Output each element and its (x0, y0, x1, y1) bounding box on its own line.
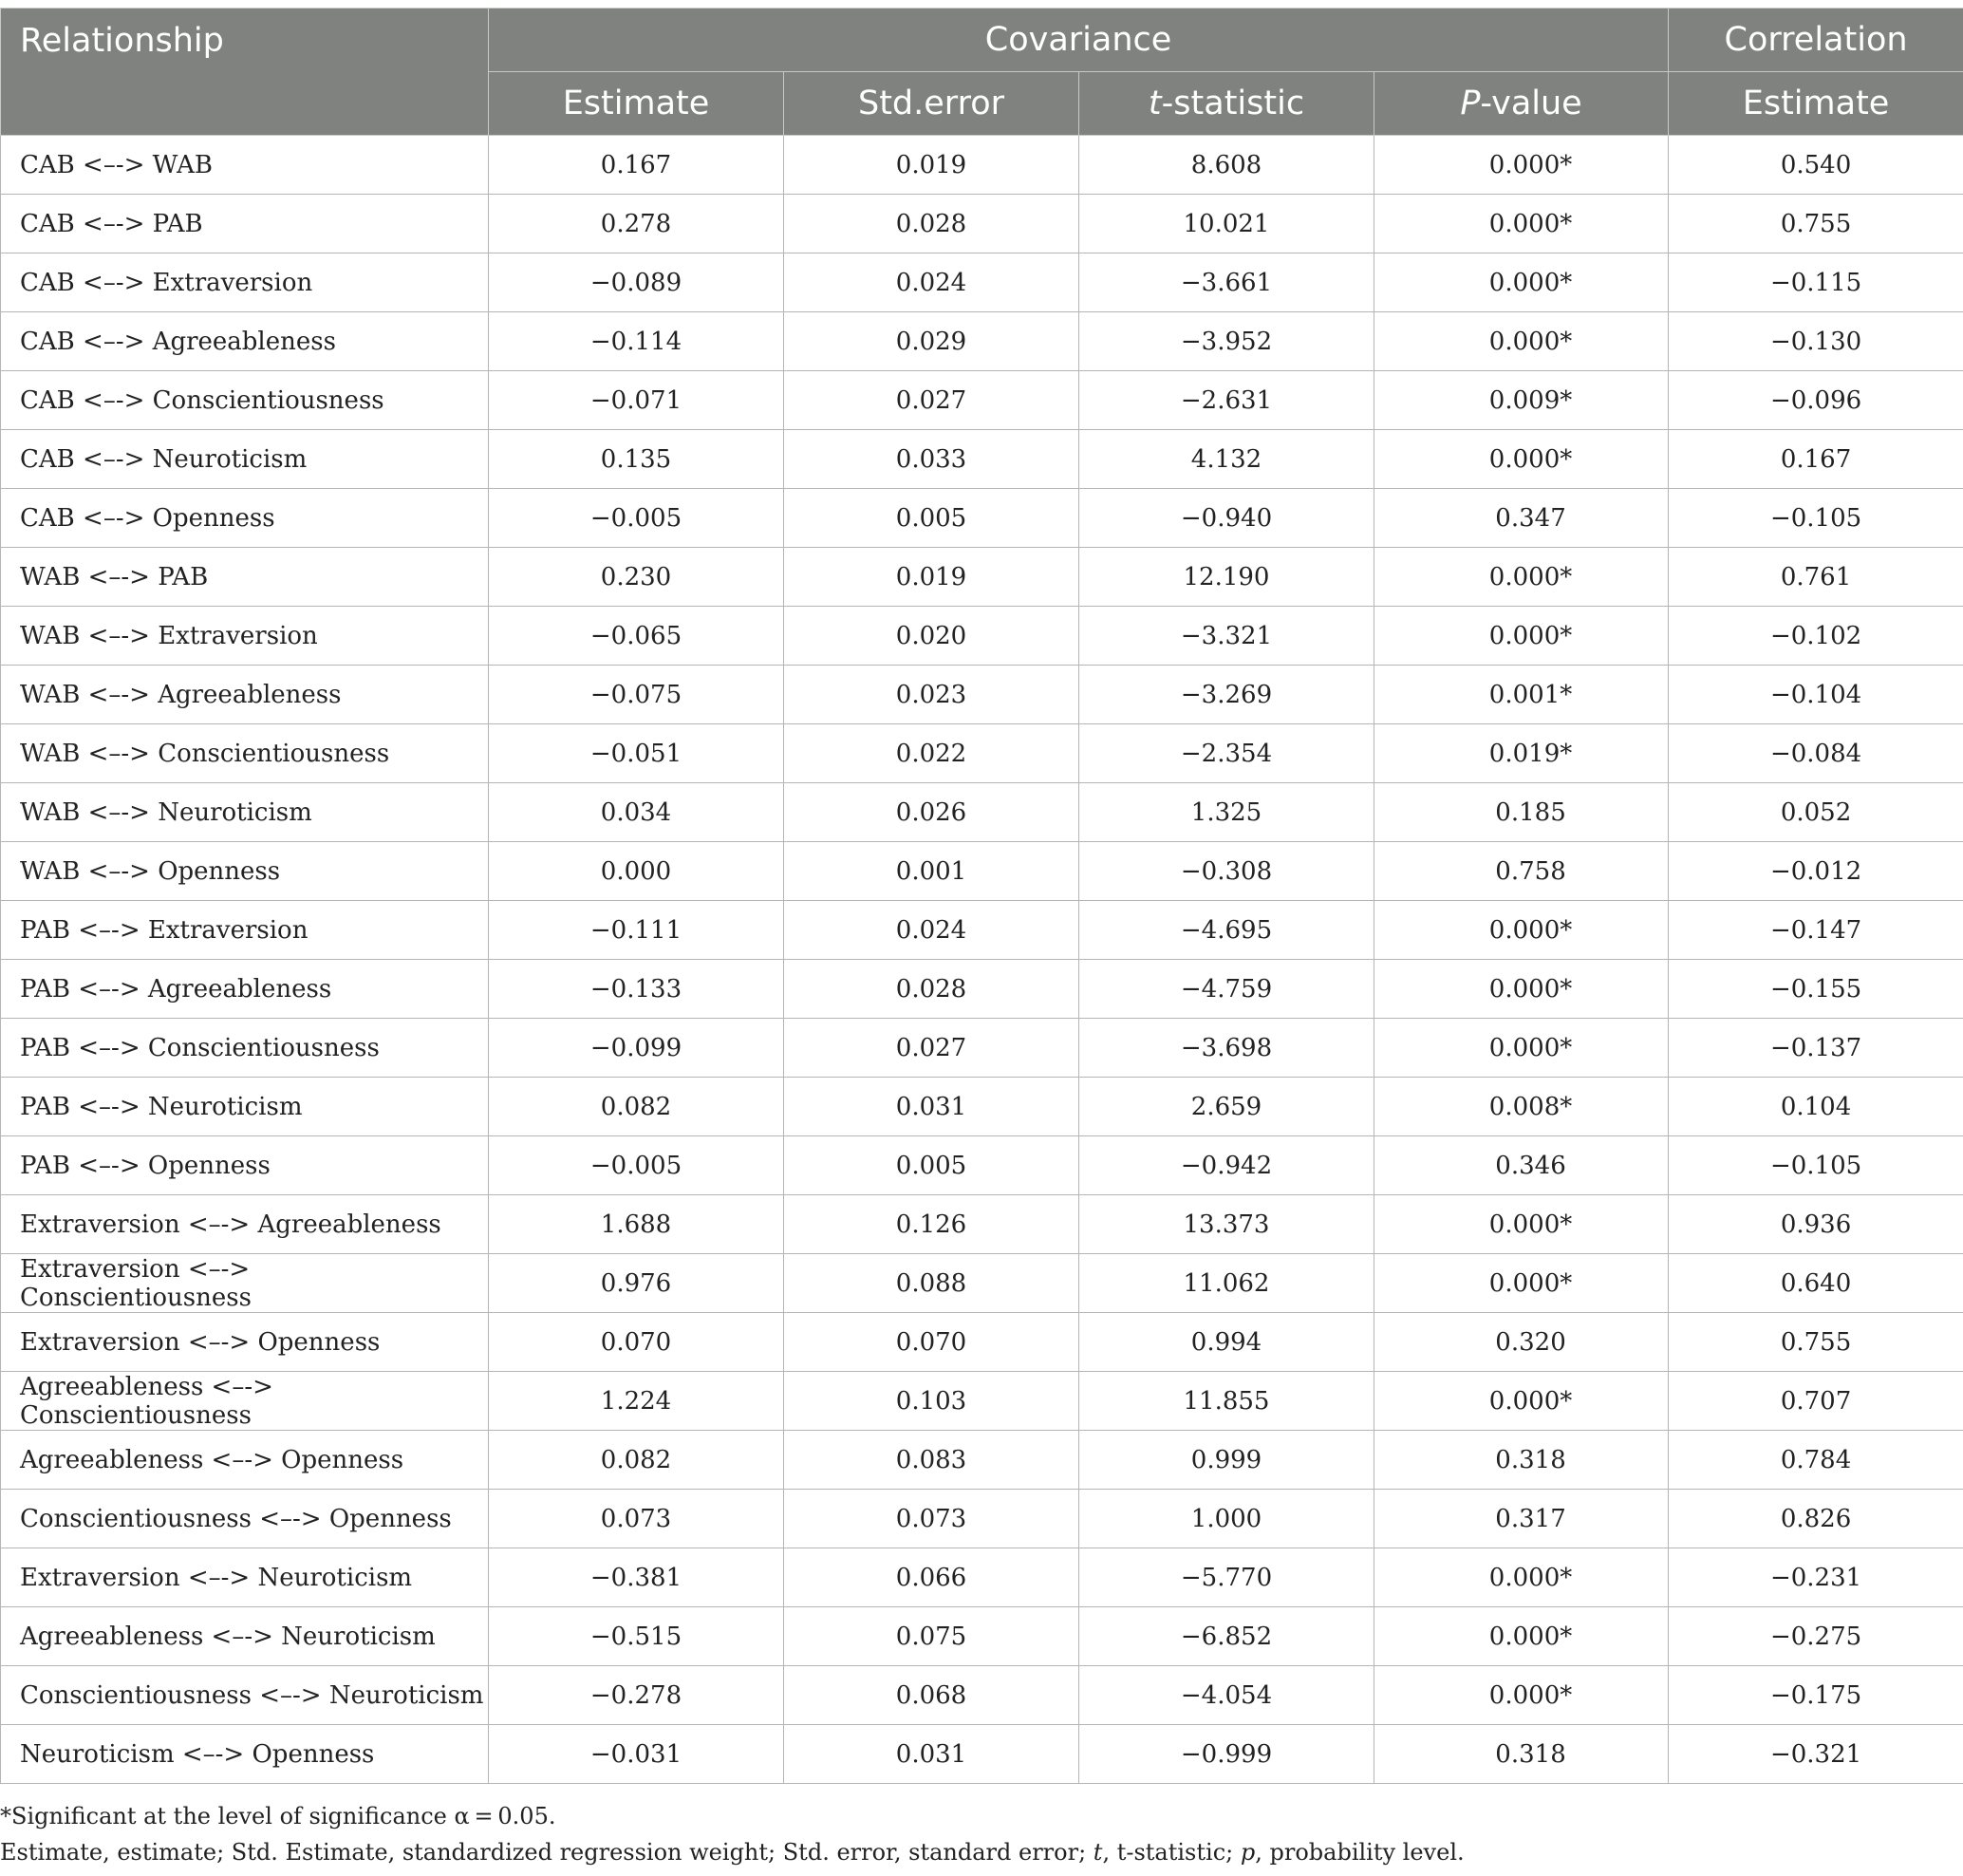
cell-t-statistic: −2.631 (1079, 371, 1374, 430)
cell-corr-estimate: −0.105 (1669, 489, 1963, 548)
cell-corr-estimate: −0.084 (1669, 724, 1963, 783)
cell-corr-estimate: −0.102 (1669, 607, 1963, 666)
cell-std-error: 0.001 (784, 842, 1079, 901)
cell-std-error: 0.028 (784, 195, 1079, 253)
cell-std-error: 0.005 (784, 1136, 1079, 1195)
cell-std-error: 0.066 (784, 1548, 1079, 1607)
cell-std-error: 0.022 (784, 724, 1079, 783)
cell-relationship: CAB <–-> WAB (1, 136, 489, 195)
cell-p-value: 0.000* (1374, 1548, 1669, 1607)
table-row (1, 666, 1963, 724)
table-row (1, 724, 1963, 783)
header-covariance: Covariance (489, 9, 1669, 72)
cell-std-error: 0.073 (784, 1490, 1079, 1548)
cell-relationship: WAB <–-> PAB (1, 548, 489, 607)
table-row (1, 1607, 1963, 1666)
cell-t-statistic: −3.952 (1079, 312, 1374, 371)
cell-std-error: 0.005 (784, 489, 1079, 548)
cell-p-value: 0.318 (1374, 1725, 1669, 1784)
cell-p-value: 0.019* (1374, 724, 1669, 783)
cell-p-value: 0.317 (1374, 1490, 1669, 1548)
table-row (1, 783, 1963, 842)
p-italic: P (1460, 84, 1481, 122)
subheader-std-error: Std.error (784, 72, 1079, 136)
cell-t-statistic: 1.325 (1079, 783, 1374, 842)
cell-t-statistic: 0.994 (1079, 1313, 1374, 1372)
cell-p-value: 0.000* (1374, 136, 1669, 195)
table-row (1, 430, 1963, 489)
cell-corr-estimate: −0.175 (1669, 1666, 1963, 1725)
cell-relationship: WAB <–-> Agreeableness (1, 666, 489, 724)
cell-relationship: PAB <–-> Conscientiousness (1, 1019, 489, 1078)
t-italic: t (1148, 84, 1162, 122)
cell-p-value: 0.008* (1374, 1078, 1669, 1136)
table-row (1, 1548, 1963, 1607)
cell-t-statistic: −3.321 (1079, 607, 1374, 666)
cell-relationship: WAB <–-> Conscientiousness (1, 724, 489, 783)
cell-cov-estimate: −0.099 (489, 1019, 784, 1078)
cell-cov-estimate: −0.278 (489, 1666, 784, 1725)
footnotes (0, 1798, 1963, 1870)
footnote-significance: *Significant at the level of significance α = 0.05. (0, 1803, 556, 1829)
cell-relationship: Neuroticism <–-> Openness (1, 1725, 489, 1784)
cell-corr-estimate: −0.147 (1669, 901, 1963, 960)
table-row (1, 1431, 1963, 1490)
cell-t-statistic: −4.695 (1079, 901, 1374, 960)
table-row (1, 136, 1963, 195)
cell-cov-estimate: −0.051 (489, 724, 784, 783)
cell-relationship: CAB <–-> Neuroticism (1, 430, 489, 489)
subheader-estimate: Estimate (489, 72, 784, 136)
cell-std-error: 0.126 (784, 1195, 1079, 1254)
cell-p-value: 0.000* (1374, 901, 1669, 960)
cell-std-error: 0.068 (784, 1666, 1079, 1725)
cell-cov-estimate: −0.071 (489, 371, 784, 430)
cell-cov-estimate: 0.034 (489, 783, 784, 842)
footnote-p-italic: p (1240, 1839, 1256, 1866)
cell-std-error: 0.028 (784, 960, 1079, 1019)
cell-cov-estimate: −0.089 (489, 253, 784, 312)
cell-t-statistic: −6.852 (1079, 1607, 1374, 1666)
cell-relationship: CAB <–-> Openness (1, 489, 489, 548)
cell-relationship: CAB <–-> PAB (1, 195, 489, 253)
cell-relationship: WAB <–-> Extraversion (1, 607, 489, 666)
cell-cov-estimate: 0.278 (489, 195, 784, 253)
cell-cov-estimate: −0.075 (489, 666, 784, 724)
cell-t-statistic: 2.659 (1079, 1078, 1374, 1136)
cell-p-value: 0.185 (1374, 783, 1669, 842)
cell-t-statistic: −0.308 (1079, 842, 1374, 901)
table-row (1, 1666, 1963, 1725)
cell-corr-estimate: −0.096 (1669, 371, 1963, 430)
header-relationship: Relationship (1, 9, 489, 136)
cell-t-statistic: −0.942 (1079, 1136, 1374, 1195)
cell-t-statistic: 12.190 (1079, 548, 1374, 607)
table-row (1, 1195, 1963, 1254)
cell-t-statistic: 0.999 (1079, 1431, 1374, 1490)
footnote-text-c: , probability level. (1255, 1839, 1465, 1866)
table-header (1, 9, 1963, 136)
cell-cov-estimate: −0.114 (489, 312, 784, 371)
cell-relationship: PAB <–-> Neuroticism (1, 1078, 489, 1136)
cell-corr-estimate: −0.321 (1669, 1725, 1963, 1784)
table-row (1, 1254, 1963, 1313)
cell-std-error: 0.019 (784, 136, 1079, 195)
cell-relationship: WAB <–-> Openness (1, 842, 489, 901)
cell-t-statistic: −2.354 (1079, 724, 1374, 783)
table-row (1, 253, 1963, 312)
cell-p-value: 0.758 (1374, 842, 1669, 901)
cell-relationship: CAB <–-> Agreeableness (1, 312, 489, 371)
cell-relationship: Extraversion <–-> Openness (1, 1313, 489, 1372)
cell-relationship: Agreeableness <–-> Openness (1, 1431, 489, 1490)
header-correlation: Correlation (1669, 9, 1963, 72)
cell-corr-estimate: 0.936 (1669, 1195, 1963, 1254)
table-row (1, 1372, 1963, 1431)
cell-std-error: 0.027 (784, 371, 1079, 430)
cell-cov-estimate: −0.065 (489, 607, 784, 666)
cell-p-value: 0.000* (1374, 960, 1669, 1019)
cell-corr-estimate: −0.231 (1669, 1548, 1963, 1607)
cell-p-value: 0.000* (1374, 1195, 1669, 1254)
cell-p-value: 0.000* (1374, 1254, 1669, 1313)
cell-t-statistic: 13.373 (1079, 1195, 1374, 1254)
cell-relationship: Agreeableness <–-> Neuroticism (1, 1607, 489, 1666)
cell-p-value: 0.000* (1374, 1607, 1669, 1666)
results-table (0, 8, 1963, 1784)
cell-corr-estimate: −0.012 (1669, 842, 1963, 901)
subheader-correlation-estimate: Estimate (1669, 72, 1963, 136)
cell-std-error: 0.019 (784, 548, 1079, 607)
table-row (1, 901, 1963, 960)
cell-p-value: 0.318 (1374, 1431, 1669, 1490)
cell-t-statistic: −3.661 (1079, 253, 1374, 312)
cell-corr-estimate: −0.115 (1669, 253, 1963, 312)
table-row (1, 1078, 1963, 1136)
cell-p-value: 0.009* (1374, 371, 1669, 430)
cell-cov-estimate: −0.031 (489, 1725, 784, 1784)
cell-corr-estimate: 0.104 (1669, 1078, 1963, 1136)
cell-relationship: CAB <–-> Conscientiousness (1, 371, 489, 430)
table-row (1, 960, 1963, 1019)
cell-std-error: 0.033 (784, 430, 1079, 489)
cell-cov-estimate: 1.688 (489, 1195, 784, 1254)
cell-p-value: 0.000* (1374, 1019, 1669, 1078)
cell-std-error: 0.020 (784, 607, 1079, 666)
cell-p-value: 0.001* (1374, 666, 1669, 724)
cell-t-statistic: 10.021 (1079, 195, 1374, 253)
cell-std-error: 0.031 (784, 1725, 1079, 1784)
cell-corr-estimate: 0.540 (1669, 136, 1963, 195)
cell-cov-estimate: 0.976 (489, 1254, 784, 1313)
cell-t-statistic: 11.062 (1079, 1254, 1374, 1313)
table-row (1, 371, 1963, 430)
cell-corr-estimate: 0.784 (1669, 1431, 1963, 1490)
table-row (1, 607, 1963, 666)
cell-corr-estimate: 0.755 (1669, 195, 1963, 253)
table-row (1, 312, 1963, 371)
subheader-t-statistic (1079, 72, 1374, 136)
footnote-text-b: , t-statistic; (1102, 1839, 1241, 1866)
cell-corr-estimate: −0.155 (1669, 960, 1963, 1019)
cell-p-value: 0.000* (1374, 607, 1669, 666)
cell-cov-estimate: 0.082 (489, 1078, 784, 1136)
cell-std-error: 0.031 (784, 1078, 1079, 1136)
cell-corr-estimate: 0.167 (1669, 430, 1963, 489)
cell-t-statistic: −0.999 (1079, 1725, 1374, 1784)
subheader-p-value (1374, 72, 1669, 136)
cell-corr-estimate: −0.104 (1669, 666, 1963, 724)
cell-corr-estimate: −0.105 (1669, 1136, 1963, 1195)
footnote-text-a: Estimate, estimate; Std. Estimate, standardized regression weight; Std. error, standard error; (0, 1839, 1094, 1866)
cell-cov-estimate: 0.070 (489, 1313, 784, 1372)
table-row (1, 1019, 1963, 1078)
cell-cov-estimate: 1.224 (489, 1372, 784, 1431)
cell-corr-estimate: 0.640 (1669, 1254, 1963, 1313)
table-row (1, 1490, 1963, 1548)
cell-std-error: 0.070 (784, 1313, 1079, 1372)
cell-t-statistic: 11.855 (1079, 1372, 1374, 1431)
table-row (1, 1136, 1963, 1195)
cell-corr-estimate: −0.275 (1669, 1607, 1963, 1666)
table-row (1, 489, 1963, 548)
cell-relationship: Extraversion <–-> Agreeableness (1, 1195, 489, 1254)
cell-relationship: CAB <–-> Extraversion (1, 253, 489, 312)
cell-cov-estimate: −0.381 (489, 1548, 784, 1607)
footnote-abbreviations (0, 1834, 1963, 1870)
cell-t-statistic: 8.608 (1079, 136, 1374, 195)
cell-p-value: 0.000* (1374, 548, 1669, 607)
cell-corr-estimate: 0.707 (1669, 1372, 1963, 1431)
cell-relationship: PAB <–-> Agreeableness (1, 960, 489, 1019)
cell-std-error: 0.075 (784, 1607, 1079, 1666)
cell-p-value: 0.000* (1374, 1666, 1669, 1725)
cell-cov-estimate: 0.073 (489, 1490, 784, 1548)
cell-std-error: 0.029 (784, 312, 1079, 371)
cell-cov-estimate: −0.515 (489, 1607, 784, 1666)
table-body (1, 136, 1963, 1784)
cell-cov-estimate: 0.082 (489, 1431, 784, 1490)
cell-t-statistic: −4.759 (1079, 960, 1374, 1019)
cell-cov-estimate: −0.005 (489, 1136, 784, 1195)
cell-p-value: 0.000* (1374, 195, 1669, 253)
footnote-t-italic: t (1093, 1839, 1103, 1866)
cell-t-statistic: −4.054 (1079, 1666, 1374, 1725)
cell-relationship: Extraversion <–-> Neuroticism (1, 1548, 489, 1607)
cell-relationship: Extraversion <–-> Conscientiousness (1, 1254, 489, 1313)
t-rest: -statistic (1161, 84, 1305, 122)
cell-corr-estimate: 0.826 (1669, 1490, 1963, 1548)
cell-std-error: 0.023 (784, 666, 1079, 724)
p-rest: -value (1480, 84, 1582, 122)
cell-p-value: 0.347 (1374, 489, 1669, 548)
table-container (0, 8, 1963, 1784)
cell-cov-estimate: −0.133 (489, 960, 784, 1019)
cell-std-error: 0.027 (784, 1019, 1079, 1078)
cell-cov-estimate: 0.135 (489, 430, 784, 489)
cell-cov-estimate: 0.000 (489, 842, 784, 901)
cell-relationship: Agreeableness <–-> Conscientiousness (1, 1372, 489, 1431)
cell-std-error: 0.024 (784, 253, 1079, 312)
cell-relationship: WAB <–-> Neuroticism (1, 783, 489, 842)
table-row (1, 1725, 1963, 1784)
cell-cov-estimate: 0.230 (489, 548, 784, 607)
cell-cov-estimate: −0.005 (489, 489, 784, 548)
cell-p-value: 0.346 (1374, 1136, 1669, 1195)
cell-std-error: 0.026 (784, 783, 1079, 842)
cell-cov-estimate: 0.167 (489, 136, 784, 195)
cell-t-statistic: −3.269 (1079, 666, 1374, 724)
cell-t-statistic: −3.698 (1079, 1019, 1374, 1078)
cell-cov-estimate: −0.111 (489, 901, 784, 960)
table-row (1, 548, 1963, 607)
cell-p-value: 0.320 (1374, 1313, 1669, 1372)
cell-p-value: 0.000* (1374, 1372, 1669, 1431)
cell-t-statistic: 4.132 (1079, 430, 1374, 489)
cell-std-error: 0.103 (784, 1372, 1079, 1431)
table-row (1, 842, 1963, 901)
cell-corr-estimate: 0.755 (1669, 1313, 1963, 1372)
cell-t-statistic: 1.000 (1079, 1490, 1374, 1548)
cell-std-error: 0.088 (784, 1254, 1079, 1313)
cell-corr-estimate: 0.761 (1669, 548, 1963, 607)
cell-relationship: Conscientiousness <–-> Neuroticism (1, 1666, 489, 1725)
cell-t-statistic: −0.940 (1079, 489, 1374, 548)
cell-corr-estimate: −0.130 (1669, 312, 1963, 371)
cell-relationship: PAB <–-> Openness (1, 1136, 489, 1195)
cell-std-error: 0.083 (784, 1431, 1079, 1490)
cell-relationship: PAB <–-> Extraversion (1, 901, 489, 960)
cell-corr-estimate: 0.052 (1669, 783, 1963, 842)
cell-t-statistic: −5.770 (1079, 1548, 1374, 1607)
cell-relationship: Conscientiousness <–-> Openness (1, 1490, 489, 1548)
table-row (1, 1313, 1963, 1372)
cell-corr-estimate: −0.137 (1669, 1019, 1963, 1078)
cell-p-value: 0.000* (1374, 253, 1669, 312)
table-row (1, 195, 1963, 253)
cell-std-error: 0.024 (784, 901, 1079, 960)
cell-p-value: 0.000* (1374, 430, 1669, 489)
cell-p-value: 0.000* (1374, 312, 1669, 371)
